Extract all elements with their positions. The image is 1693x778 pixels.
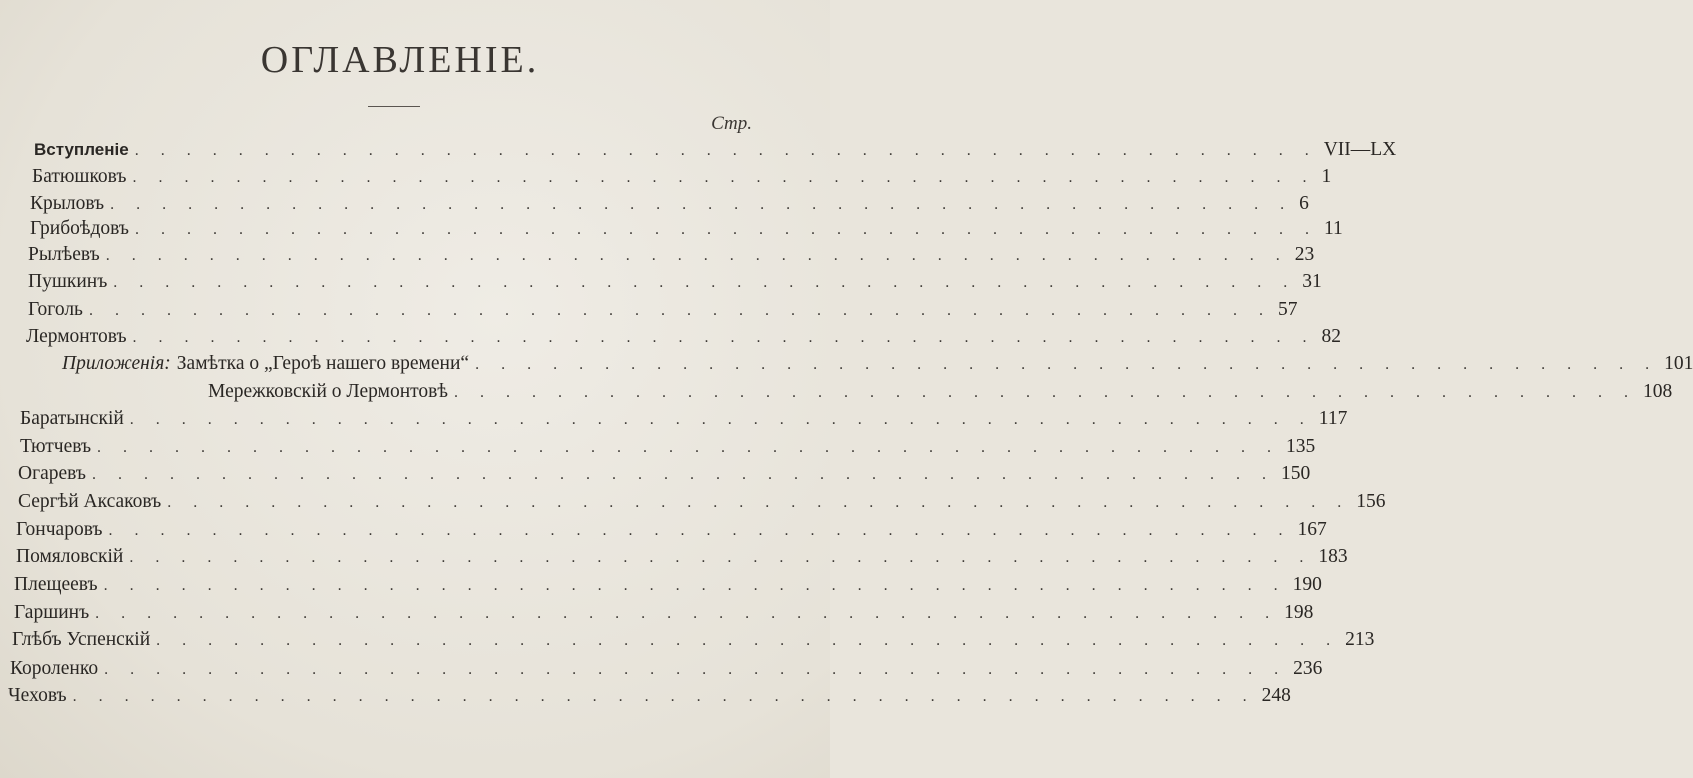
toc-entry-page: 213 <box>1345 629 1375 650</box>
toc-entry-page: 82 <box>1321 326 1342 347</box>
toc-entry-label: Короленко <box>10 658 99 679</box>
toc-entry <box>18 489 1386 515</box>
toc-entry-label: Пушкинъ <box>28 271 108 292</box>
toc-entry <box>20 406 1348 432</box>
toc-entry-page: 57 <box>1277 299 1298 320</box>
toc-entry <box>18 461 1311 487</box>
toc-entry <box>28 297 1298 323</box>
dot-leader: . . . . . . . . . . . . . . . . . . . . . . . . . . . . . . . . . . . . . . . . . . . . . . <box>110 196 1294 213</box>
dot-leader: . . . . . . . . . . . . . . . . . . . . . . . . . . . . . . . . . . . . . . . . . . . . . . <box>113 274 1297 291</box>
toc-entry-page: 135 <box>1286 436 1316 457</box>
appendix-prefix: Приложенiя: <box>62 353 171 374</box>
toc-entry-appendix <box>208 379 1673 405</box>
dot-leader: . . . . . . . . . . . . . . . . . . . . . . . . . . . . . . . . . . . . . . . . . . . . . . <box>129 411 1313 428</box>
toc-entry-appendix <box>62 351 1693 377</box>
dot-leader: . . . . . . . . . . . . . . . . . . . . . . . . . . . . . . . . . . . . . . . . . . . . . . <box>103 577 1287 594</box>
dot-leader: . . . . . . . . . . . . . . . . . . . . . . . . . . . . . . . . . . . . . . . . . . . . . . <box>132 329 1316 346</box>
toc-entry-label: Чеховъ <box>8 685 67 706</box>
toc-entry-page: 108 <box>1642 381 1673 402</box>
toc-entry <box>34 137 1397 163</box>
toc-entry-page: 6 <box>1299 193 1309 214</box>
dot-leader: . . . . . . . . . . . . . . . . . . . . . . . . . . . . . . . . . . . . . . . . . . . . . . <box>167 494 1351 511</box>
toc-entry-label: Вступленiе <box>34 140 129 159</box>
toc-entry-label: Огаревъ <box>18 463 86 484</box>
toc-entry <box>10 656 1323 682</box>
dot-leader: . . . . . . . . . . . . . . . . . . . . . . . . . . . . . . . . . . . . . . . . . . . . . . <box>88 302 1272 319</box>
toc-entry <box>8 683 1291 709</box>
toc-entry <box>14 600 1314 626</box>
toc-entry-label: Гаршинъ <box>14 602 90 623</box>
dot-leader: . . . . . . . . . . . . . . . . . . . . . . . . . . . . . . . . . . . . . . . . . . . . . . <box>453 384 1637 401</box>
toc-entry <box>30 191 1309 217</box>
toc-entry-label: Рылѣевъ <box>28 244 100 265</box>
toc-entry-label: Батюшковъ <box>32 166 127 187</box>
toc-entry-label: Сергѣй Аксаковъ <box>18 491 162 512</box>
toc-entry-page: 101 <box>1664 353 1693 374</box>
toc-entry <box>16 544 1348 570</box>
toc-entry-label: Лермонтовъ <box>26 326 127 347</box>
toc-entry-label: Крыловъ <box>30 193 105 214</box>
toc-entry <box>28 269 1322 295</box>
dot-leader: . . . . . . . . . . . . . . . . . . . . . . . . . . . . . . . . . . . . . . . . . . . . . . <box>134 142 1318 159</box>
toc-entry-page: 117 <box>1318 408 1348 429</box>
toc-entry-label: Замѣтка о „Героѣ нашего времени“ <box>176 353 470 374</box>
toc-entry-label: Тютчевъ <box>20 436 92 457</box>
dot-leader: . . . . . . . . . . . . . . . . . . . . . . . . . . . . . . . . . . . . . . . . . . . . . . <box>108 522 1292 539</box>
toc-entry-label: Мережковскiй о Лермонтовѣ <box>208 381 448 402</box>
toc-entry-page: 183 <box>1318 546 1348 567</box>
toc-entry-label: Плещеевъ <box>14 574 98 595</box>
toc-entry <box>16 517 1327 543</box>
toc-entry-label: Гоголь <box>28 299 83 320</box>
dot-leader: . . . . . . . . . . . . . . . . . . . . . . . . . . . . . . . . . . . . . . . . . . . . . . <box>91 466 1275 483</box>
toc-entry <box>14 572 1322 598</box>
toc-entry-page: 1 <box>1321 166 1332 187</box>
toc-entry-label: Гончаровъ <box>16 519 103 540</box>
dot-leader: . . . . . . . . . . . . . . . . . . . . . . . . . . . . . . . . . . . . . . . . . . . . . . <box>132 169 1316 186</box>
page-column-header: Стр. <box>711 113 752 134</box>
toc-entry-page: 236 <box>1293 658 1323 679</box>
toc-entry-page: 198 <box>1284 602 1314 623</box>
dot-leader: . . . . . . . . . . . . . . . . . . . . . . . . . . . . . . . . . . . . . . . . . . . . . . <box>129 549 1313 566</box>
toc-entry-label: Грибоѣдовъ <box>30 218 129 239</box>
toc-entry <box>20 434 1316 460</box>
dot-leader: . . . . . . . . . . . . . . . . . . . . . . . . . . . . . . . . . . . . . . . . . . . . . . <box>156 632 1340 649</box>
toc-entry-page: 31 <box>1302 271 1322 292</box>
toc-entry-page: 156 <box>1356 491 1386 512</box>
toc-entry-page: 167 <box>1297 519 1327 540</box>
toc-entry-page: 190 <box>1292 574 1322 595</box>
toc-entry-page: 11 <box>1323 218 1343 239</box>
toc-entry-page: 248 <box>1261 685 1291 706</box>
toc-entry-label: Баратынскiй <box>20 408 124 429</box>
dot-leader: . . . . . . . . . . . . . . . . . . . . . . . . . . . . . . . . . . . . . . . . . . . . . . <box>72 688 1256 705</box>
dot-leader: . . . . . . . . . . . . . . . . . . . . . . . . . . . . . . . . . . . . . . . . . . . . . . <box>475 356 1659 373</box>
toc-entry-label: Помяловскiй <box>16 546 124 567</box>
toc-entry <box>12 627 1375 653</box>
toc-entry-page: VII—LX <box>1323 139 1397 160</box>
dot-leader: . . . . . . . . . . . . . . . . . . . . . . . . . . . . . . . . . . . . . . . . . . . . . . <box>95 605 1279 622</box>
toc-entry-page: 23 <box>1294 244 1315 265</box>
page-title: ОГЛАВЛЕНIЕ. <box>260 39 540 81</box>
dot-leader: . . . . . . . . . . . . . . . . . . . . . . . . . . . . . . . . . . . . . . . . . . . . . . <box>97 439 1281 456</box>
dot-leader: . . . . . . . . . . . . . . . . . . . . . . . . . . . . . . . . . . . . . . . . . . . . . . <box>104 661 1288 678</box>
dot-leader: . . . . . . . . . . . . . . . . . . . . . . . . . . . . . . . . . . . . . . . . . . . . . . <box>134 221 1318 238</box>
title-divider <box>368 106 420 107</box>
dot-leader: . . . . . . . . . . . . . . . . . . . . . . . . . . . . . . . . . . . . . . . . . . . . . . <box>105 247 1289 264</box>
toc-entry-page: 150 <box>1280 463 1311 484</box>
toc-entry-label: Глѣбъ Успенскiй <box>12 629 151 650</box>
toc-entry <box>30 216 1343 242</box>
toc-entry <box>28 242 1315 268</box>
toc-entry <box>26 324 1342 350</box>
toc-entry <box>32 164 1332 190</box>
